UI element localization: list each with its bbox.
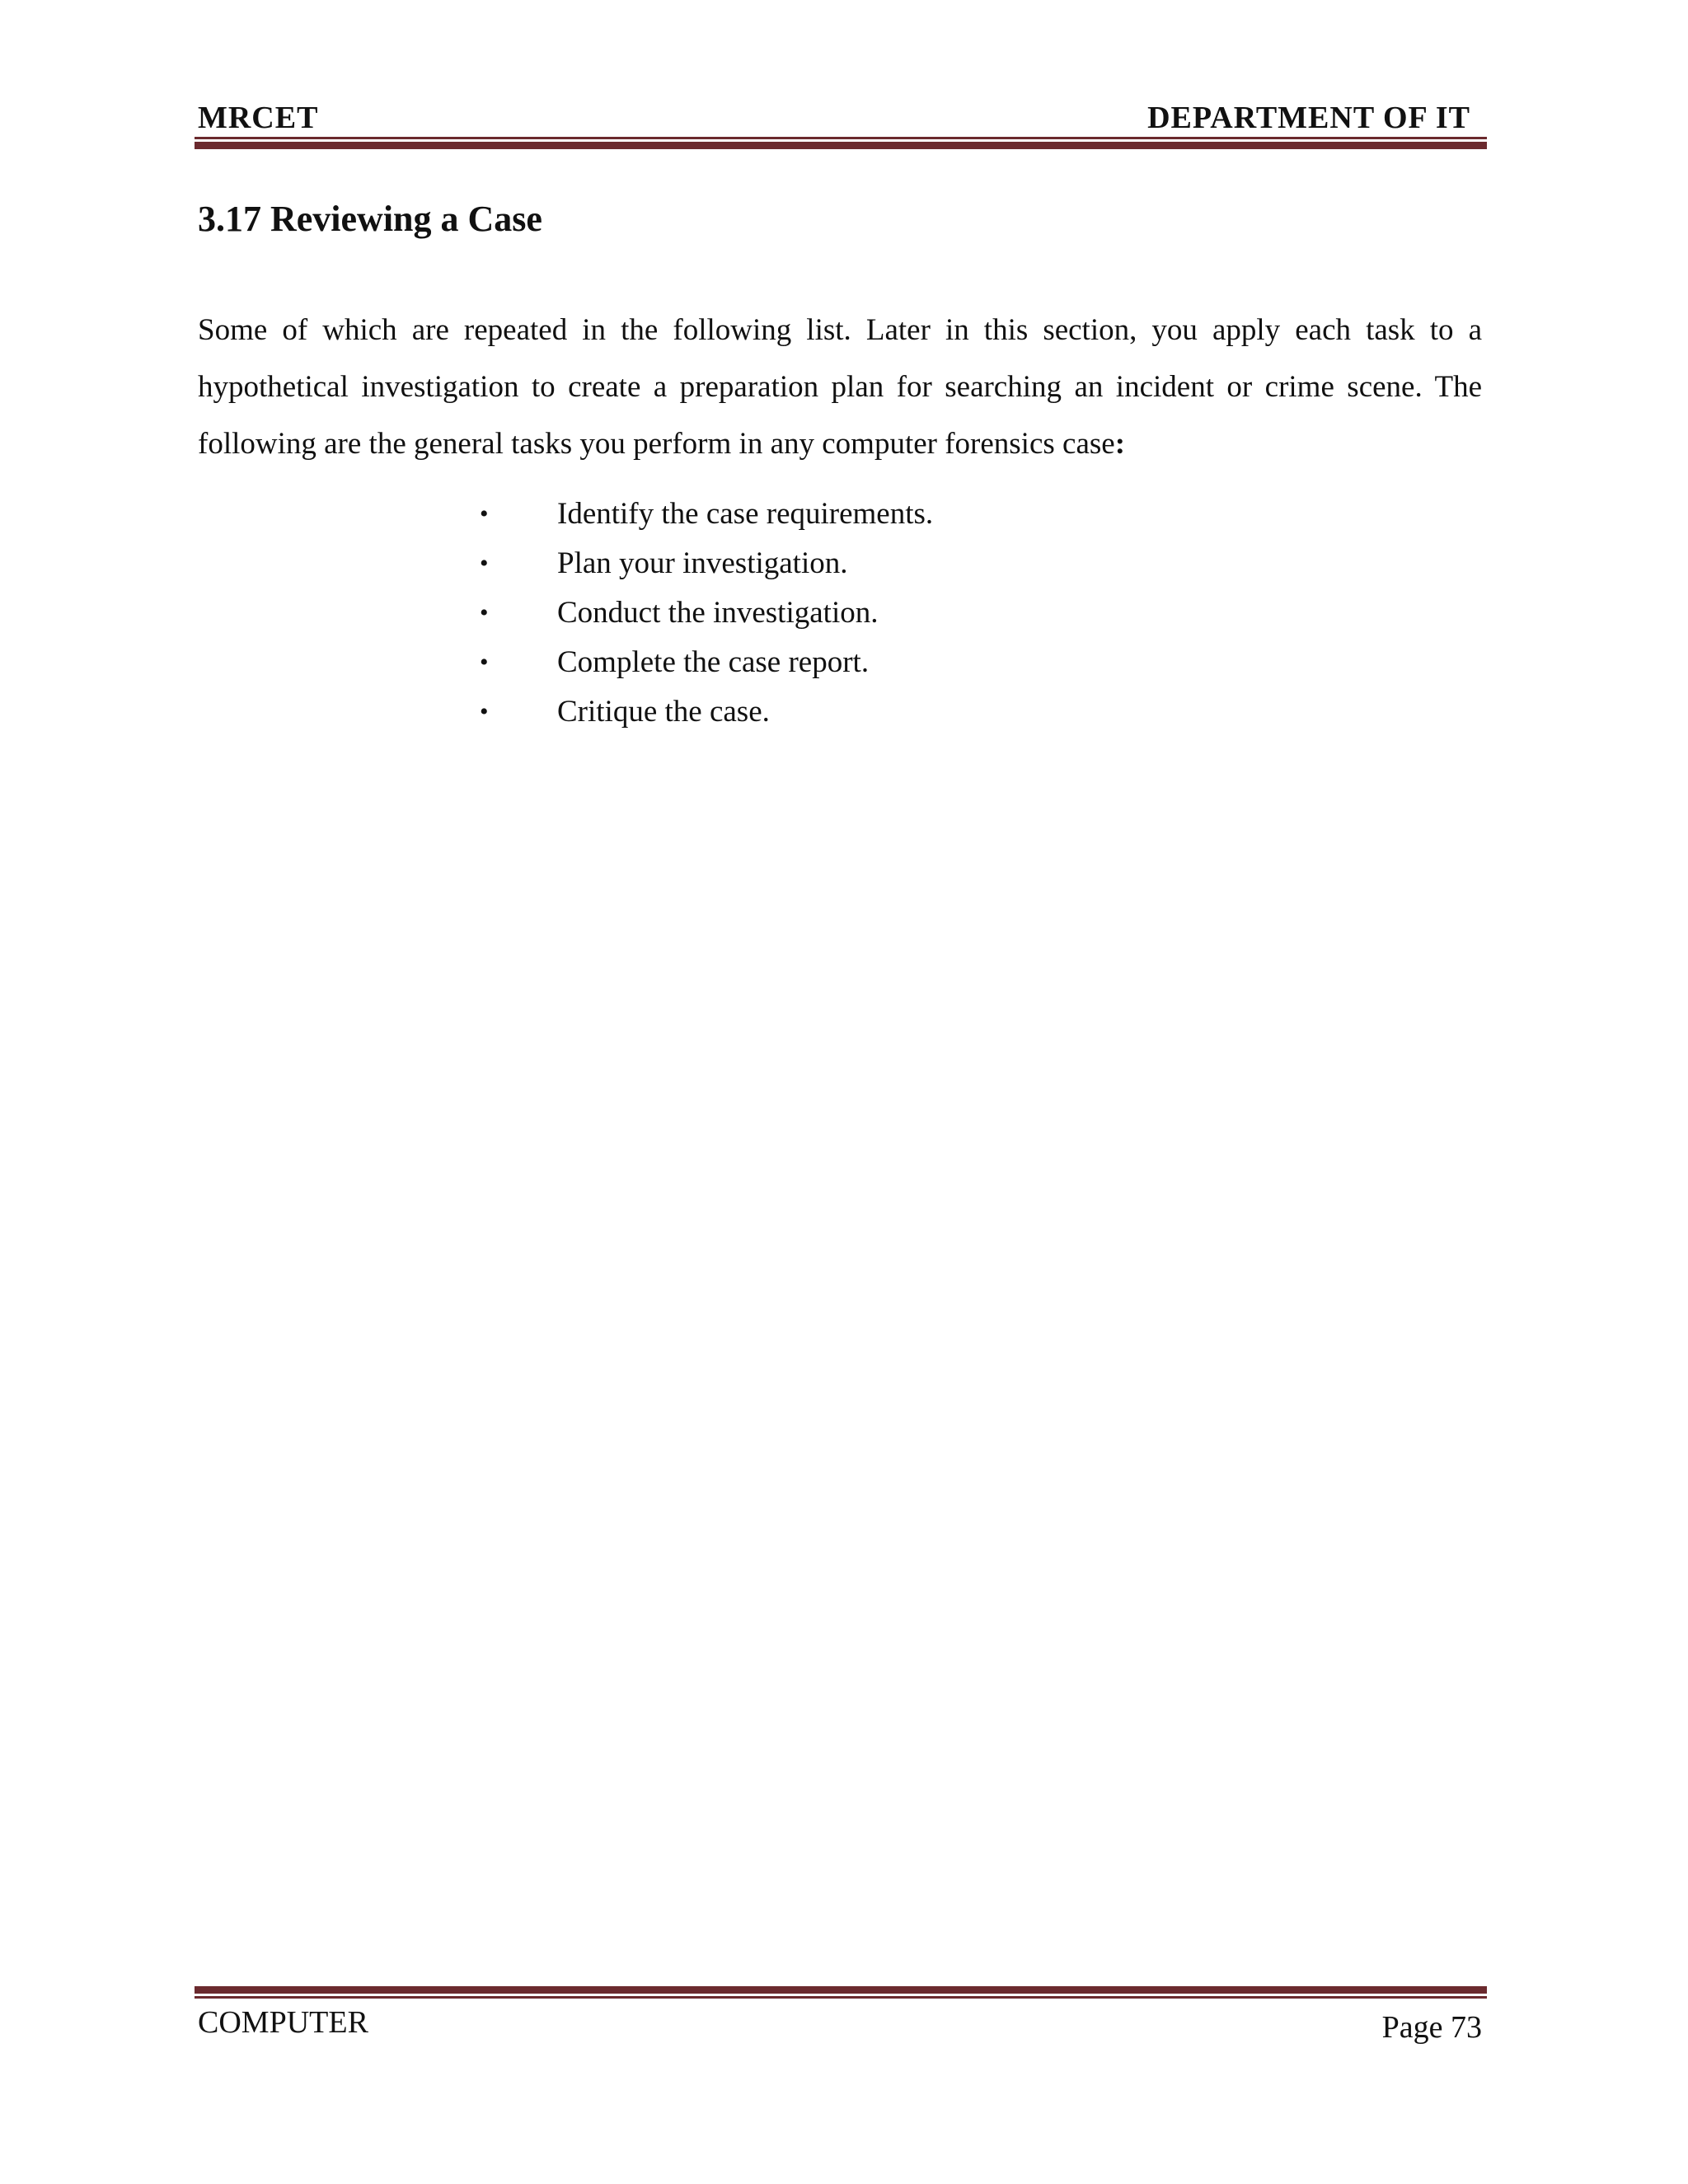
task-text: Plan your investigation. <box>557 546 848 580</box>
header-rule-thick <box>195 142 1487 149</box>
header-rule-thin <box>195 137 1487 139</box>
section-title: 3.17 Reviewing a Case <box>198 199 542 239</box>
bullet-icon: • <box>480 550 489 577</box>
task-text: Critique the case. <box>557 695 770 729</box>
header-department: DEPARTMENT OF IT <box>1147 101 1470 135</box>
task-text: Identify the case requirements. <box>557 497 934 531</box>
bullet-icon: • <box>480 500 489 527</box>
page-number: Page 73 <box>1381 2010 1482 2045</box>
body-paragraph-text: Some of which are repeated in the following list. Later in this section, you apply each task to a hypothetical investigation to create a preparation plan for searching an incident or crime scene. The following are the general tasks you perform in any computer forensics case <box>198 313 1482 461</box>
header-institution: MRCET <box>198 101 319 135</box>
body-paragraph-colon: : <box>1114 427 1126 461</box>
task-text: Complete the case report. <box>557 645 870 679</box>
body-paragraph <box>198 302 1482 472</box>
footer-subject: COMPUTER <box>198 2005 368 2040</box>
footer-rule-thick <box>195 1986 1487 1994</box>
bullet-icon: • <box>480 649 489 676</box>
task-text: Conduct the investigation. <box>557 596 879 630</box>
page-header <box>198 97 1474 138</box>
bullet-icon: • <box>480 698 489 725</box>
footer-rule-thin <box>195 1996 1487 1999</box>
bullet-icon: • <box>480 599 489 626</box>
